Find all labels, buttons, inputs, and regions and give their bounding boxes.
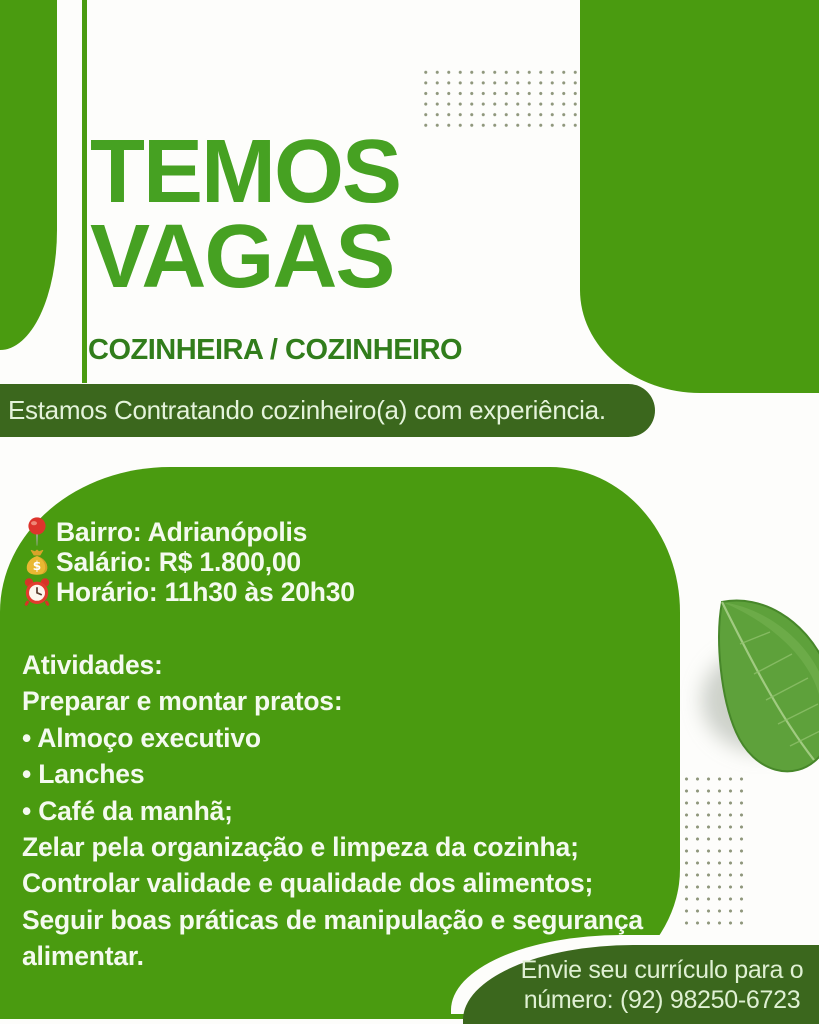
left-accent-line <box>82 0 87 383</box>
job-key-details <box>22 517 355 607</box>
leaf-image <box>706 592 819 778</box>
detail-text-horario: Horário: 11h30 às 20h30 <box>56 576 355 607</box>
money-bag-icon <box>22 547 52 577</box>
alarm-clock-icon <box>22 577 52 607</box>
activity-item: • Lanches <box>22 759 145 790</box>
poster-subtitle: COZINHEIRA / COZINHEIRO <box>88 334 463 366</box>
activity-item: • Almoço executivo <box>22 722 261 753</box>
right-corner-shape <box>580 0 819 393</box>
activities-heading: Atividades: <box>22 650 163 680</box>
dot-grid-top <box>420 67 578 131</box>
dot-grid-bottom <box>681 773 745 929</box>
job-details-card <box>0 467 680 1019</box>
contact-line-1: Envie seu currículo para o <box>520 955 804 984</box>
detail-text-bairro: Bairro: Adrianópolis <box>56 516 308 547</box>
activity-item: • Café da manhã; <box>22 795 233 826</box>
title-line-1: TEMOS <box>90 122 401 222</box>
poster-title <box>90 122 401 307</box>
activities-section <box>22 647 672 975</box>
contact-line-2: número: (92) 98250-6723 <box>523 985 801 1014</box>
detail-row-horario <box>22 577 355 607</box>
activity-item: Zelar pela organização e limpeza da cozinha; <box>22 832 579 863</box>
round-pushpin-icon <box>22 517 52 547</box>
activity-item: Seguir boas práticas de manipulação e segurança alimentar. <box>22 904 643 972</box>
hiring-banner-text: Estamos Contratando cozinheiro(a) com experiência. <box>8 395 606 425</box>
svg-text:$: $ <box>32 558 42 573</box>
activity-item: Controlar validade e qualidade dos alimentos; <box>22 868 594 899</box>
activities-subheading: Preparar e montar pratos: <box>22 686 343 717</box>
hiring-banner <box>0 384 655 437</box>
detail-row-salario <box>22 547 355 577</box>
detail-text-salario: Salário: R$ 1.800,00 <box>56 546 301 577</box>
detail-row-bairro <box>22 517 355 547</box>
title-line-2: VAGAS <box>90 207 394 307</box>
left-corner-shape <box>0 0 57 350</box>
